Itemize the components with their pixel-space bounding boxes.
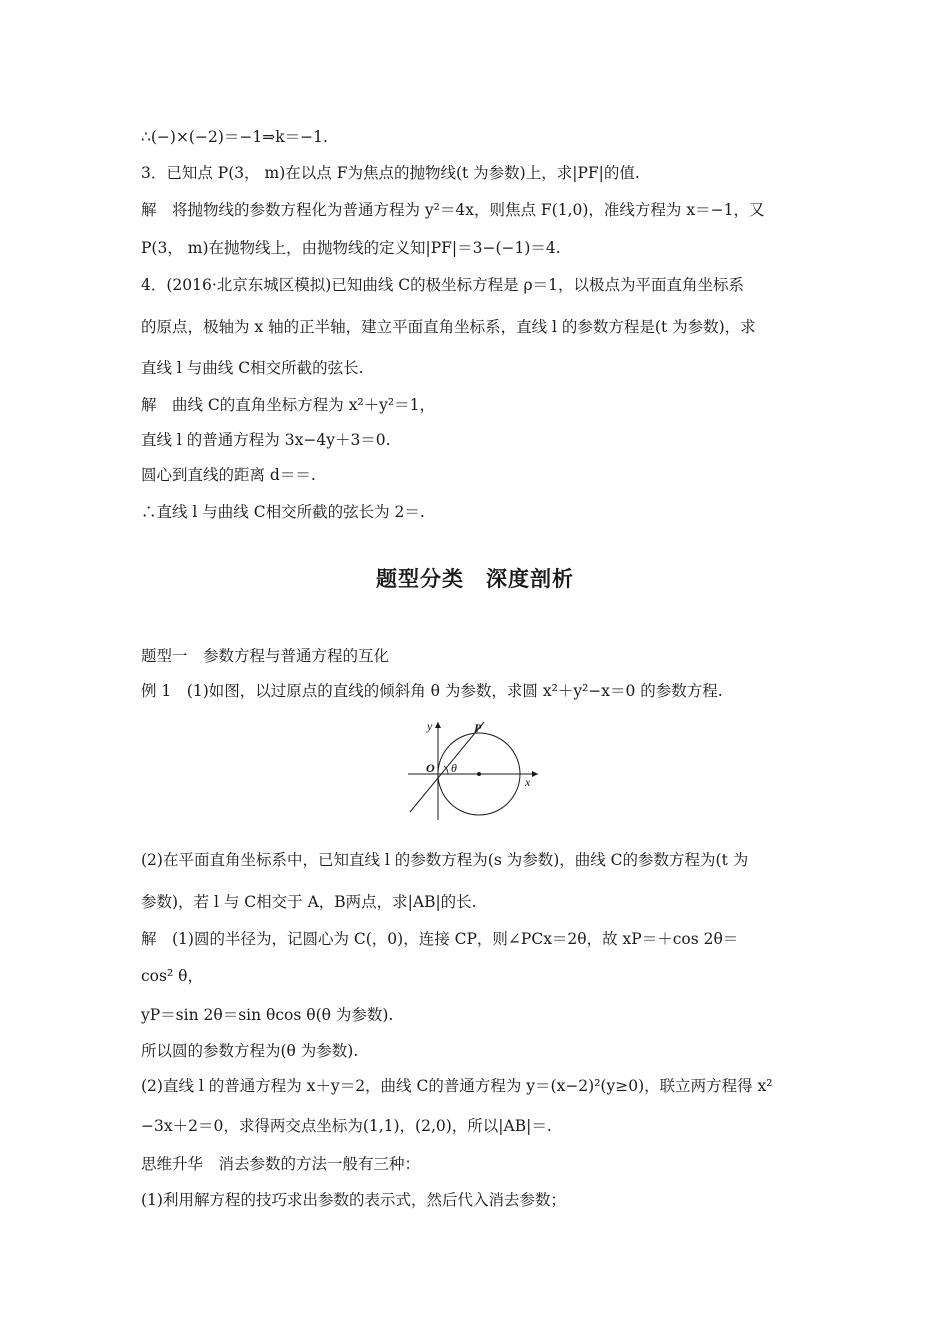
text-line: 直线 l 的普通方程为 3x−4y＋3＝0.: [141, 431, 391, 449]
text-line: 解 将抛物线的参数方程化为普通方程为 y²＝4x，则焦点 F(1,0)，准线方程为 x＝−1，又: [141, 201, 765, 219]
x-axis-label: x: [525, 775, 531, 789]
text-line: ∴(−)×(−2)＝−1⇒k＝−1.: [141, 128, 328, 146]
text-line: ∴直线 l 与曲线 C相交所截的弦长为 2＝.: [141, 503, 425, 521]
text-line: 思维升华 消去参数的方法一般有三种：: [141, 1155, 421, 1173]
text-line: 解 (1)圆的半径为，记圆心为 C(，0)，连接 CP，则∠PCx＝2θ，故 xP＝＋cos 2θ＝: [141, 930, 739, 948]
line-through-origin: [410, 722, 484, 812]
text-line: 题型一 参数方程与普通方程的互化: [141, 647, 390, 665]
example-figure: [404, 716, 544, 824]
center-point: [477, 772, 481, 776]
text-line: 3．已知点 P(3， m)在以点 F为焦点的抛物线(t 为参数)上，求|PF|的值.: [141, 164, 640, 182]
text-line: 直线 l 与曲线 C相交所截的弦长.: [141, 359, 364, 377]
text-line: 圆心到直线的距离 d＝＝.: [141, 466, 316, 484]
text-line: 参数)，若 l 与 C相交于 A，B两点，求|AB|的长.: [141, 893, 477, 911]
origin-label: O: [426, 761, 435, 775]
text-line: 4．(2016·北京东城区模拟)已知曲线 C的极坐标方程是 ρ＝1，以极点为平面直角坐标系: [141, 276, 745, 294]
text-line: (2)在平面直角坐标系中，已知直线 l 的参数方程为(s 为参数)，曲线 C的参数方程为(t 为: [141, 851, 749, 869]
text-line: −3x＋2＝0，求得两交点坐标为(1,1)，(2,0)，所以|AB|＝.: [141, 1117, 552, 1135]
text-line: cos² θ，: [141, 967, 203, 985]
text-line: 解 曲线 C的直角坐标方程为 x²＋y²＝1，: [141, 396, 436, 414]
text-line: (2)直线 l 的普通方程为 x＋y＝2，曲线 C的普通方程为 y＝(x−2)²(y≥0)，联立两方程得 x²: [141, 1077, 773, 1095]
text-line: P(3， m)在抛物线上，由抛物线的定义知|PF|＝3−(−1)＝4.: [141, 239, 561, 257]
section-heading: 题型分类 深度剖析: [376, 567, 574, 591]
text-line: 所以圆的参数方程为(θ 为参数).: [141, 1042, 359, 1060]
point-p-label: P: [474, 721, 482, 735]
text-line: (1)利用解方程的技巧求出参数的表示式，然后代入消去参数；: [141, 1191, 566, 1209]
theta-label: θ: [451, 761, 457, 775]
text-line: yP＝sin 2θ＝sin θcos θ(θ 为参数).: [141, 1006, 394, 1024]
y-axis-label: y: [427, 719, 433, 733]
text-line: 例 1 (1)如图，以过原点的直线的倾斜角 θ 为参数，求圆 x²＋y²−x＝0 的参数方程.: [141, 682, 723, 700]
text-line: 的原点，极轴为 x 轴的正半轴，建立平面直角坐标系，直线 l 的参数方程是(t 为参数)，求: [141, 318, 756, 336]
